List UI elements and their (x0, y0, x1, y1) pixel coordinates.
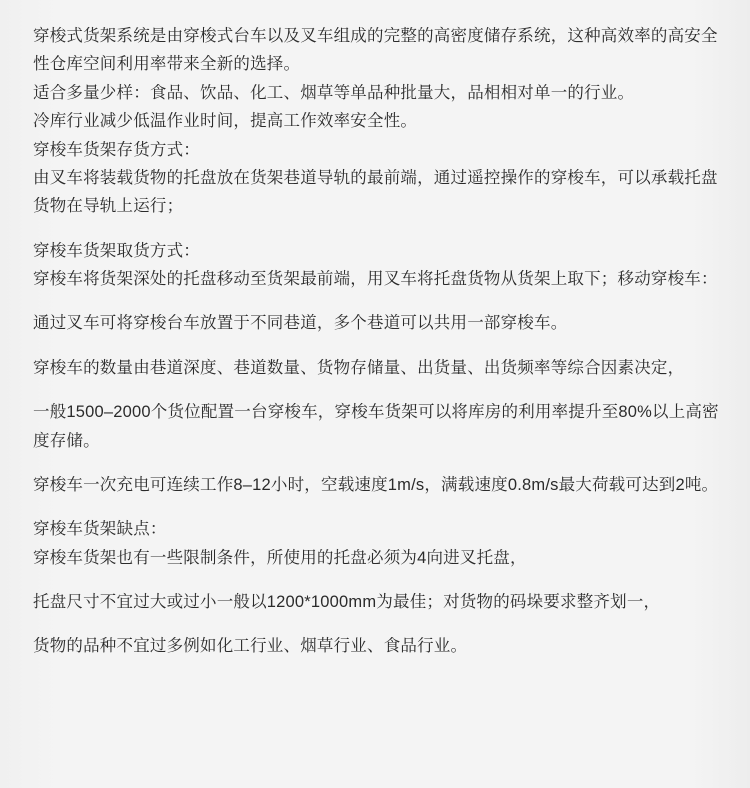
spacer (33, 382, 720, 398)
paragraph-battery-spec: 穿梭车一次充电可连续工作8–12小时，空载速度1m/s，满载速度0.8m/s最大荷载可达到2吨。 (33, 475, 719, 494)
paragraph-capacity-ratio: 一般1500–2000个货位配置一台穿梭车，穿梭车货架可以将库房的利用率提升至80%以上高密度存储。 (33, 403, 719, 450)
spacer (33, 572, 720, 588)
spacer (33, 293, 720, 309)
paragraph-retrieval-detail: 穿梭车将货架深处的托盘移动至货架最前端，用叉车将托盘货物从货架上取下；移动穿梭车： (33, 270, 718, 288)
paragraph-quantity-factors: 穿梭车的数量由巷道深度、巷道数量、货物存储量、出货量、出货频率等综合因素决定， (33, 358, 685, 377)
heading-storage-method: 穿梭车货架存货方式： (33, 140, 200, 159)
paragraph-intro-2: 适合多量少样：食品、饮品、化工、烟草等单品种批量大，品相相对单一的行业。 (33, 83, 635, 102)
paragraph-shared-shuttle: 通过叉车可将穿梭台车放置于不同巷道，多个巷道可以共用一部穿梭车。 (33, 314, 568, 333)
paragraph-disadvantage-size: 托盘尺寸不宜过大或过小一般以1200*1000mm为最佳；对货物的码垛要求整齐划一， (33, 593, 661, 611)
spacer (33, 221, 720, 237)
spacer (33, 616, 720, 632)
heading-retrieval-method: 穿梭车货架取货方式： (33, 241, 200, 260)
paragraph-intro-1: 穿梭式货架系统是由穿梭式台车以及叉车组成的完整的高密度储存系统，这种高效率的高安全性仓库空间利用率带来全新的选择。 (33, 27, 718, 74)
paragraph-storage-detail: 由叉车将装载货物的托盘放在货架巷道导轨的最前端，通过遥控操作的穿梭车，可以承载托盘货物在导轨上运行； (33, 168, 718, 216)
spacer (33, 338, 720, 354)
paragraph-disadvantage-pallet: 穿梭车货架也有一些限制条件，所使用的托盘必须为4向进叉托盘， (33, 548, 527, 567)
paragraph-disadvantage-variety: 货物的品种不宜过多例如化工行业、烟草行业、食品行业。 (33, 637, 468, 656)
spacer (33, 499, 720, 515)
paragraph-intro-3: 冷库行业减少低温作业时间，提高工作效率安全性。 (33, 112, 418, 131)
heading-disadvantages: 穿梭车货架缺点： (33, 520, 167, 539)
spacer (33, 455, 720, 471)
